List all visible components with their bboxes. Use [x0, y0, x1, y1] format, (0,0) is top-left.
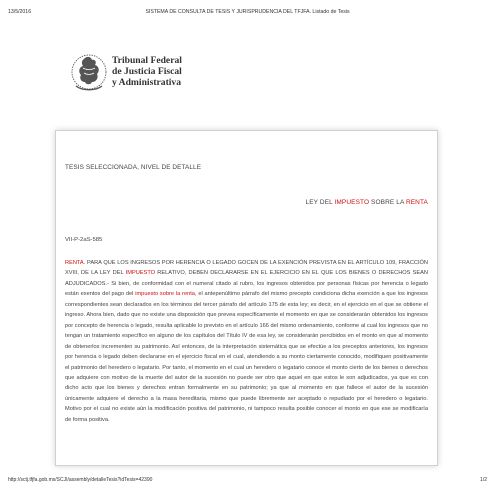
page-number: 1/2: [480, 477, 487, 483]
brand-line: y Administrativa: [112, 77, 182, 88]
thesis-reference: VII-P-2aS-585: [65, 237, 103, 243]
thesis-body: [65, 258, 428, 425]
body-text: , el antepenúltimo párrafo del mismo precepto condiciona dicha exención a que los ingresos correspondientes sean declarados en los términos del tercer párrafo del artículo 175 de esta ley; es decir, en el ejercicio en el que se obtiene el ingreso. Ahora bien, dado que no existe una disposición que prevea específicamente el momento en que se considerarán obtenidos los ingresos por concepto de herencia o legado, resulta aplicable lo previsto en el artículo 166 del mismo ordenamiento, conforme al cual los ingresos que no tengan un tratamiento específico en alguno de los capítulos del Título IV de esa ley, se considerarán percibidos en el monto en que al momento de obtenerlos incrementen su patrimonio. Así entonces, de la interpretación sistemática que se efectúe a los preceptos anteriores, los ingresos por herencia o legado deben declararse en el ejercicio fiscal en el cual, atendiendo a su monto ciertamente conocido, modifiquen positivamente el patrimonio del heredero o legatario. Por tanto, el momento en el cual un heredero o legatario conoce el monto cierto de los bienes o derechos que adquiere con motivo de la muerte del autor de la sucesión no puede ser otro que aquel en que estos le son adjudicados, ya que es con dicho acto que los bienes y derechos entran formalmente en su patrimonio; ya que al momento en que fallece el autor de la sucesión únicamente adquiere el derecho a la masa hereditaria, mismo que puede libremente ser aceptado o repudiado por el heredero o legatario. Motivo por el cual no existe aún la modificación positiva del patrimonio, ni tampoco resulta posible conocer el monto en que ese se modificaría de forma positiva.: [65, 291, 428, 423]
title-highlight: RENTA: [405, 199, 428, 206]
title-text: SOBRE LA: [369, 199, 406, 206]
body-highlight: IMPUESTO: [125, 270, 156, 277]
body-text: RELATIVO, DEBEN DECLARARSE EN EL EJERCICIO EN EL QUE LOS BIENES O DERECHOS SEAN ADJUDICADOS.- Si bien, de conformidad con el numeral citado al rubro, los ingresos obtenidos por personas físicas por herencia o legado están exentos del pago del: [65, 270, 429, 298]
print-url[interactable]: http://sctj.tfjfa.gob.mx/SCJI/assembly/detalleTesis?idTesis=42390: [8, 477, 153, 483]
selection-label: TESIS SELECCIONADA, NIVEL DE DETALLE: [65, 164, 202, 171]
body-text: . PARA QUE LOS INGRESOS POR HERENCIA O LEGADO GOCEN DE LA EXENCIÓN PREVISTA EN EL ARTÍCULO 109, FRACCIÓN XVIII, DE LA LEY DEL: [65, 260, 428, 277]
brand-name: [112, 55, 182, 88]
page-footer: [8, 477, 487, 485]
page-header: [8, 9, 487, 17]
mexican-eagle-seal-icon: [70, 51, 108, 95]
thesis-title: [306, 199, 428, 206]
print-date: 13/5/2016: [8, 9, 32, 15]
title-text: LEY DEL: [305, 199, 335, 206]
body-highlight: impuesto sobre la renta: [135, 291, 195, 298]
brand-line: Tribunal Federal: [112, 55, 182, 66]
title-highlight: IMPUESTO: [334, 199, 370, 206]
thesis-detail-panel: [55, 130, 438, 466]
body-highlight: RENTA: [65, 260, 84, 266]
print-title: SISTEMA DE CONSULTA DE TESIS Y JURISPRUDENCIA DEL TFJFA. Listado de Tesis: [145, 9, 350, 15]
brand-line: de Justicia Fiscal: [112, 66, 182, 77]
